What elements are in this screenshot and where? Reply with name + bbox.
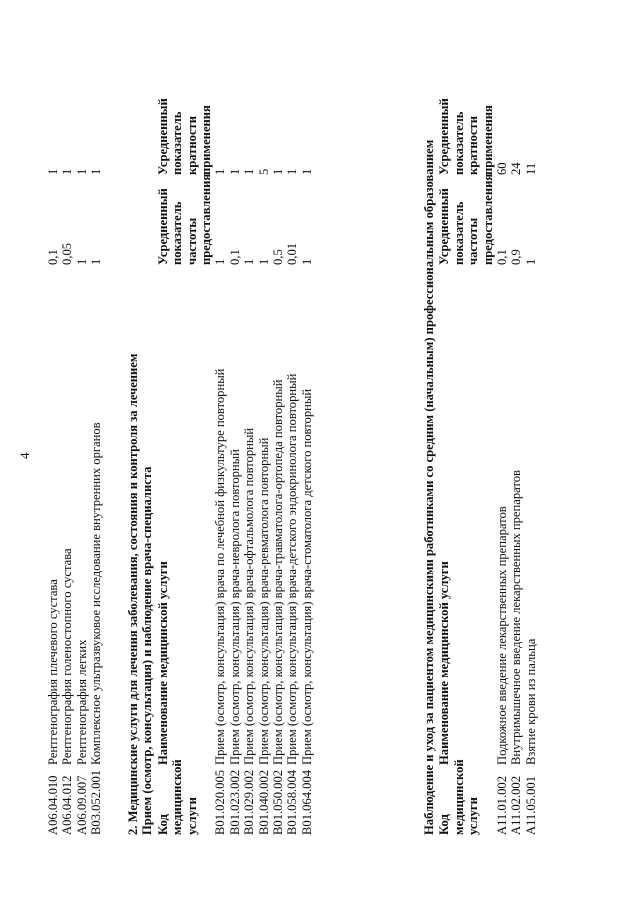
section-2 [126,65,314,835]
frequency-value: 0,1 [495,249,510,265]
multiplicity-value: 5 [256,168,271,175]
table-row [257,65,271,835]
service-code: B01.058.004 [285,769,300,835]
frequency-value: 0,01 [285,242,300,265]
table-row [242,65,256,835]
frequency-value: 0,5 [271,249,286,265]
table-header [437,65,495,835]
service-code: B01.064.004 [299,769,314,835]
table-row [300,65,314,835]
multiplicity-value: 1 [285,168,300,175]
frequency-value: 0,1 [227,249,242,265]
multiplicity-value: 1 [46,168,60,175]
frequency-value: 1 [299,258,314,265]
table-row [213,65,227,835]
header-frequency: Усредненный показатель частоты предоставления [437,173,495,265]
service-code: B01.029.002 [242,769,257,835]
header-name: Наименование медицинской услуги [437,561,452,765]
service-code: A11.01.002 [495,775,510,835]
table-row [60,65,74,835]
service-name: Прием (осмотр, консультация) врача-травматолога-ортопеда повторный [271,379,286,765]
service-name: Прием (осмотр, консультация) врача-офтальмолога повторный [242,427,257,765]
table-row [285,65,299,835]
multiplicity-value: 1 [213,168,228,175]
multiplicity-value: 1 [299,168,314,175]
frequency-value: 1 [242,258,257,265]
frequency-value: 1 [74,258,89,265]
table-row [75,65,89,835]
section-title: 2. Медицинские услуги для лечения заболевания, состояния и контроля за лечением [126,353,140,835]
header-multiplicity: Усредненный показатель кратности применения [437,98,495,175]
frequency-value: 0,1 [46,249,60,265]
frequency-value: 1 [256,258,271,265]
section-subtitle: Прием (осмотр, консультация) и наблюдение врача-специалиста [140,466,155,835]
service-name: Рентгенография голеностопного сустава [60,548,75,765]
service-code: A06.09.007 [74,775,89,835]
service-name: Внутримышечное введение лекарственных препаратов [509,470,524,765]
table-row [228,65,242,835]
frequency-value: 0,9 [509,249,524,265]
table-row [524,65,538,835]
multiplicity-value: 1 [227,168,242,175]
service-code: B03.052.001 [89,769,104,835]
service-code: B01.040.002 [256,769,271,835]
table-row [509,65,523,835]
service-code: A06.04.010 [46,775,60,835]
frequency-value: 1 [213,258,228,265]
multiplicity-value: 1 [242,168,257,175]
service-name: Прием (осмотр, консультация) врача-ревматолога повторный [256,437,271,765]
service-name: Комплексное ультразвуковое исследование внутренних органов [89,422,104,765]
service-code: B01.050.002 [271,769,286,835]
header-frequency: Усредненный показатель частоты предоставления [155,173,214,265]
multiplicity-value: 1 [60,168,75,175]
header-multiplicity: Усредненный показатель кратности применения [155,98,214,175]
service-name: Рентгенография легких [74,639,89,765]
service-code: B01.020.005 [213,769,228,835]
service-name: Подкожное введение лекарственных препаратов [495,506,510,765]
multiplicity-value: 1 [89,168,104,175]
multiplicity-value: 24 [509,162,524,175]
table-row [89,65,103,835]
table-header [156,65,214,835]
frequency-value: 1 [89,258,104,265]
service-code: A11.02.002 [509,775,524,835]
service-name: Прием (осмотр, консультация) врача по лечебной физкультуре повторный [213,368,228,765]
table-row [495,65,509,835]
header-code: Код медицинской услуги [437,759,481,835]
frequency-value: 0,05 [60,242,75,265]
header-name: Наименование медицинской услуги [155,561,170,765]
page-number: 4 [17,452,32,459]
service-code: A06.04.012 [60,775,75,835]
multiplicity-value: 11 [523,162,538,175]
frequency-value: 1 [523,258,538,265]
top-table [46,65,104,835]
service-name: Прием (осмотр, консультация) врача-невролога повторный [227,449,242,765]
service-name: Прием (осмотр, консультация) врача-детского эндокринолога повторный [285,373,300,765]
section-title: Наблюдение и уход за пациентом медицинскими работниками со средним (начальным) профессиональным образованием [422,139,436,835]
header-code: Код медицинской услуги [155,759,199,835]
service-code: A11.05.001 [523,775,538,835]
section-3 [422,65,538,835]
service-code: B01.023.002 [227,769,242,835]
table-row [46,65,60,835]
table-row [271,65,285,835]
service-name: Прием (осмотр, консультация) врача-стоматолога детского повторный [299,388,314,765]
multiplicity-value: 1 [74,168,89,175]
multiplicity-value: 1 [271,168,286,175]
rotated-page [10,15,630,895]
multiplicity-value: 60 [495,162,510,175]
service-name: Рентгенография плечевого сустава [46,579,60,765]
service-name: Взятие крови из пальца [523,638,538,765]
